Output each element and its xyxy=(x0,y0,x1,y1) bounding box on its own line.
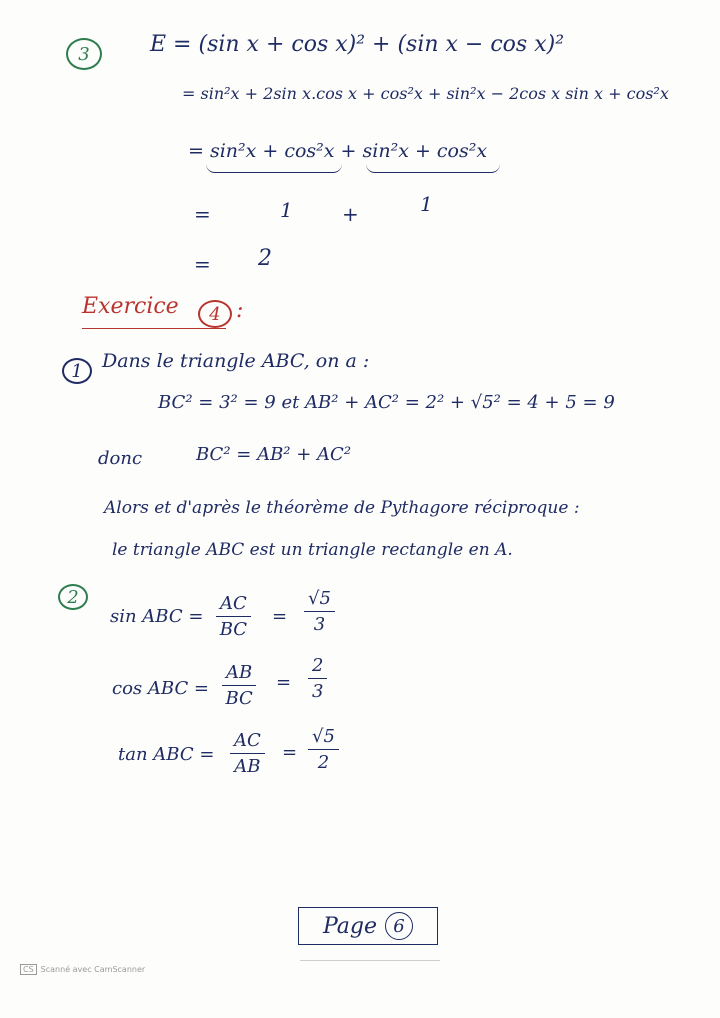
q1-number: 1 xyxy=(71,360,83,382)
cos-equals: = xyxy=(276,672,292,693)
footer-rule xyxy=(300,960,440,961)
cos-value-denominator: 3 xyxy=(312,681,324,702)
part-3-line-5-eq: = xyxy=(194,252,211,276)
exercise-underline xyxy=(82,328,226,329)
q1-circle xyxy=(62,358,92,384)
part-3-line-4-eq: = xyxy=(194,202,211,226)
exercise-colon: : xyxy=(236,298,244,323)
exercise-title: Exercice xyxy=(82,294,179,319)
scanner-badge: CS xyxy=(20,964,37,975)
sin-fraction xyxy=(216,593,251,640)
part-3-number: 3 xyxy=(78,43,90,65)
sin-value xyxy=(304,588,335,635)
sin-value-numerator: √5 xyxy=(308,588,331,609)
part-3-line-3: = sin²x + cos²x + sin²x + cos²x xyxy=(188,140,488,162)
cos-denominator: BC xyxy=(225,688,253,709)
underbrace-right xyxy=(366,164,500,173)
underbrace-left xyxy=(206,164,342,173)
q1-alors: Alors et d'après le théorème de Pythagore réciproque : xyxy=(104,498,580,518)
page-number-box xyxy=(298,907,438,945)
scanner-text: Scanné avec CamScanner xyxy=(40,965,146,974)
part-3-line-4-b: 1 xyxy=(420,192,433,216)
tan-label: tan ABC = xyxy=(118,744,215,765)
tan-value xyxy=(308,726,339,773)
exercise-number-circle xyxy=(198,300,232,328)
q1-donc-equation: BC² = AB² + AC² xyxy=(196,444,352,465)
part-3-line-2: = sin²x + 2sin x.cos x + cos²x + sin²x − 2cos x sin x + cos²x xyxy=(182,84,669,103)
tan-value-denominator: 2 xyxy=(317,752,330,773)
part-3-line-5-val: 2 xyxy=(258,246,272,271)
tan-value-numerator: √5 xyxy=(312,726,335,747)
cos-fraction xyxy=(222,662,256,709)
part-3-circle xyxy=(66,38,102,70)
sin-equals: = xyxy=(272,606,288,627)
scanner-watermark xyxy=(20,964,145,975)
page-label: Page xyxy=(322,913,378,939)
part-3-line-4-plus: + xyxy=(342,202,359,226)
q2-circle xyxy=(58,584,88,610)
q1-intro: Dans le triangle ABC, on a : xyxy=(102,350,370,372)
tan-numerator: AC xyxy=(234,730,261,751)
q1-computation: BC² = 3² = 9 et AB² + AC² = 2² + √5² = 4 + 5 = 9 xyxy=(158,392,615,413)
tan-denominator: AB xyxy=(234,756,261,777)
sin-value-denominator: 3 xyxy=(313,614,326,635)
exercise-number: 4 xyxy=(209,303,221,325)
q1-conclusion: le triangle ABC est un triangle rectangle en A. xyxy=(112,540,513,560)
sin-numerator: AC xyxy=(220,593,247,614)
sin-denominator: BC xyxy=(219,619,248,640)
sin-label: sin ABC = xyxy=(110,606,204,627)
cos-label: cos ABC = xyxy=(112,678,210,699)
tan-equals: = xyxy=(282,742,298,763)
cos-numerator: AB xyxy=(226,662,253,683)
part-3-line-4-a: 1 xyxy=(280,198,293,222)
tan-fraction xyxy=(230,730,265,777)
page-number: 6 xyxy=(385,912,413,940)
q2-number: 2 xyxy=(67,586,79,608)
q1-donc: donc xyxy=(98,448,143,469)
part-3-line-1: E = (sin x + cos x)² + (sin x − cos x)² xyxy=(150,32,565,57)
cos-value-numerator: 2 xyxy=(312,655,324,676)
cos-value xyxy=(308,655,327,702)
